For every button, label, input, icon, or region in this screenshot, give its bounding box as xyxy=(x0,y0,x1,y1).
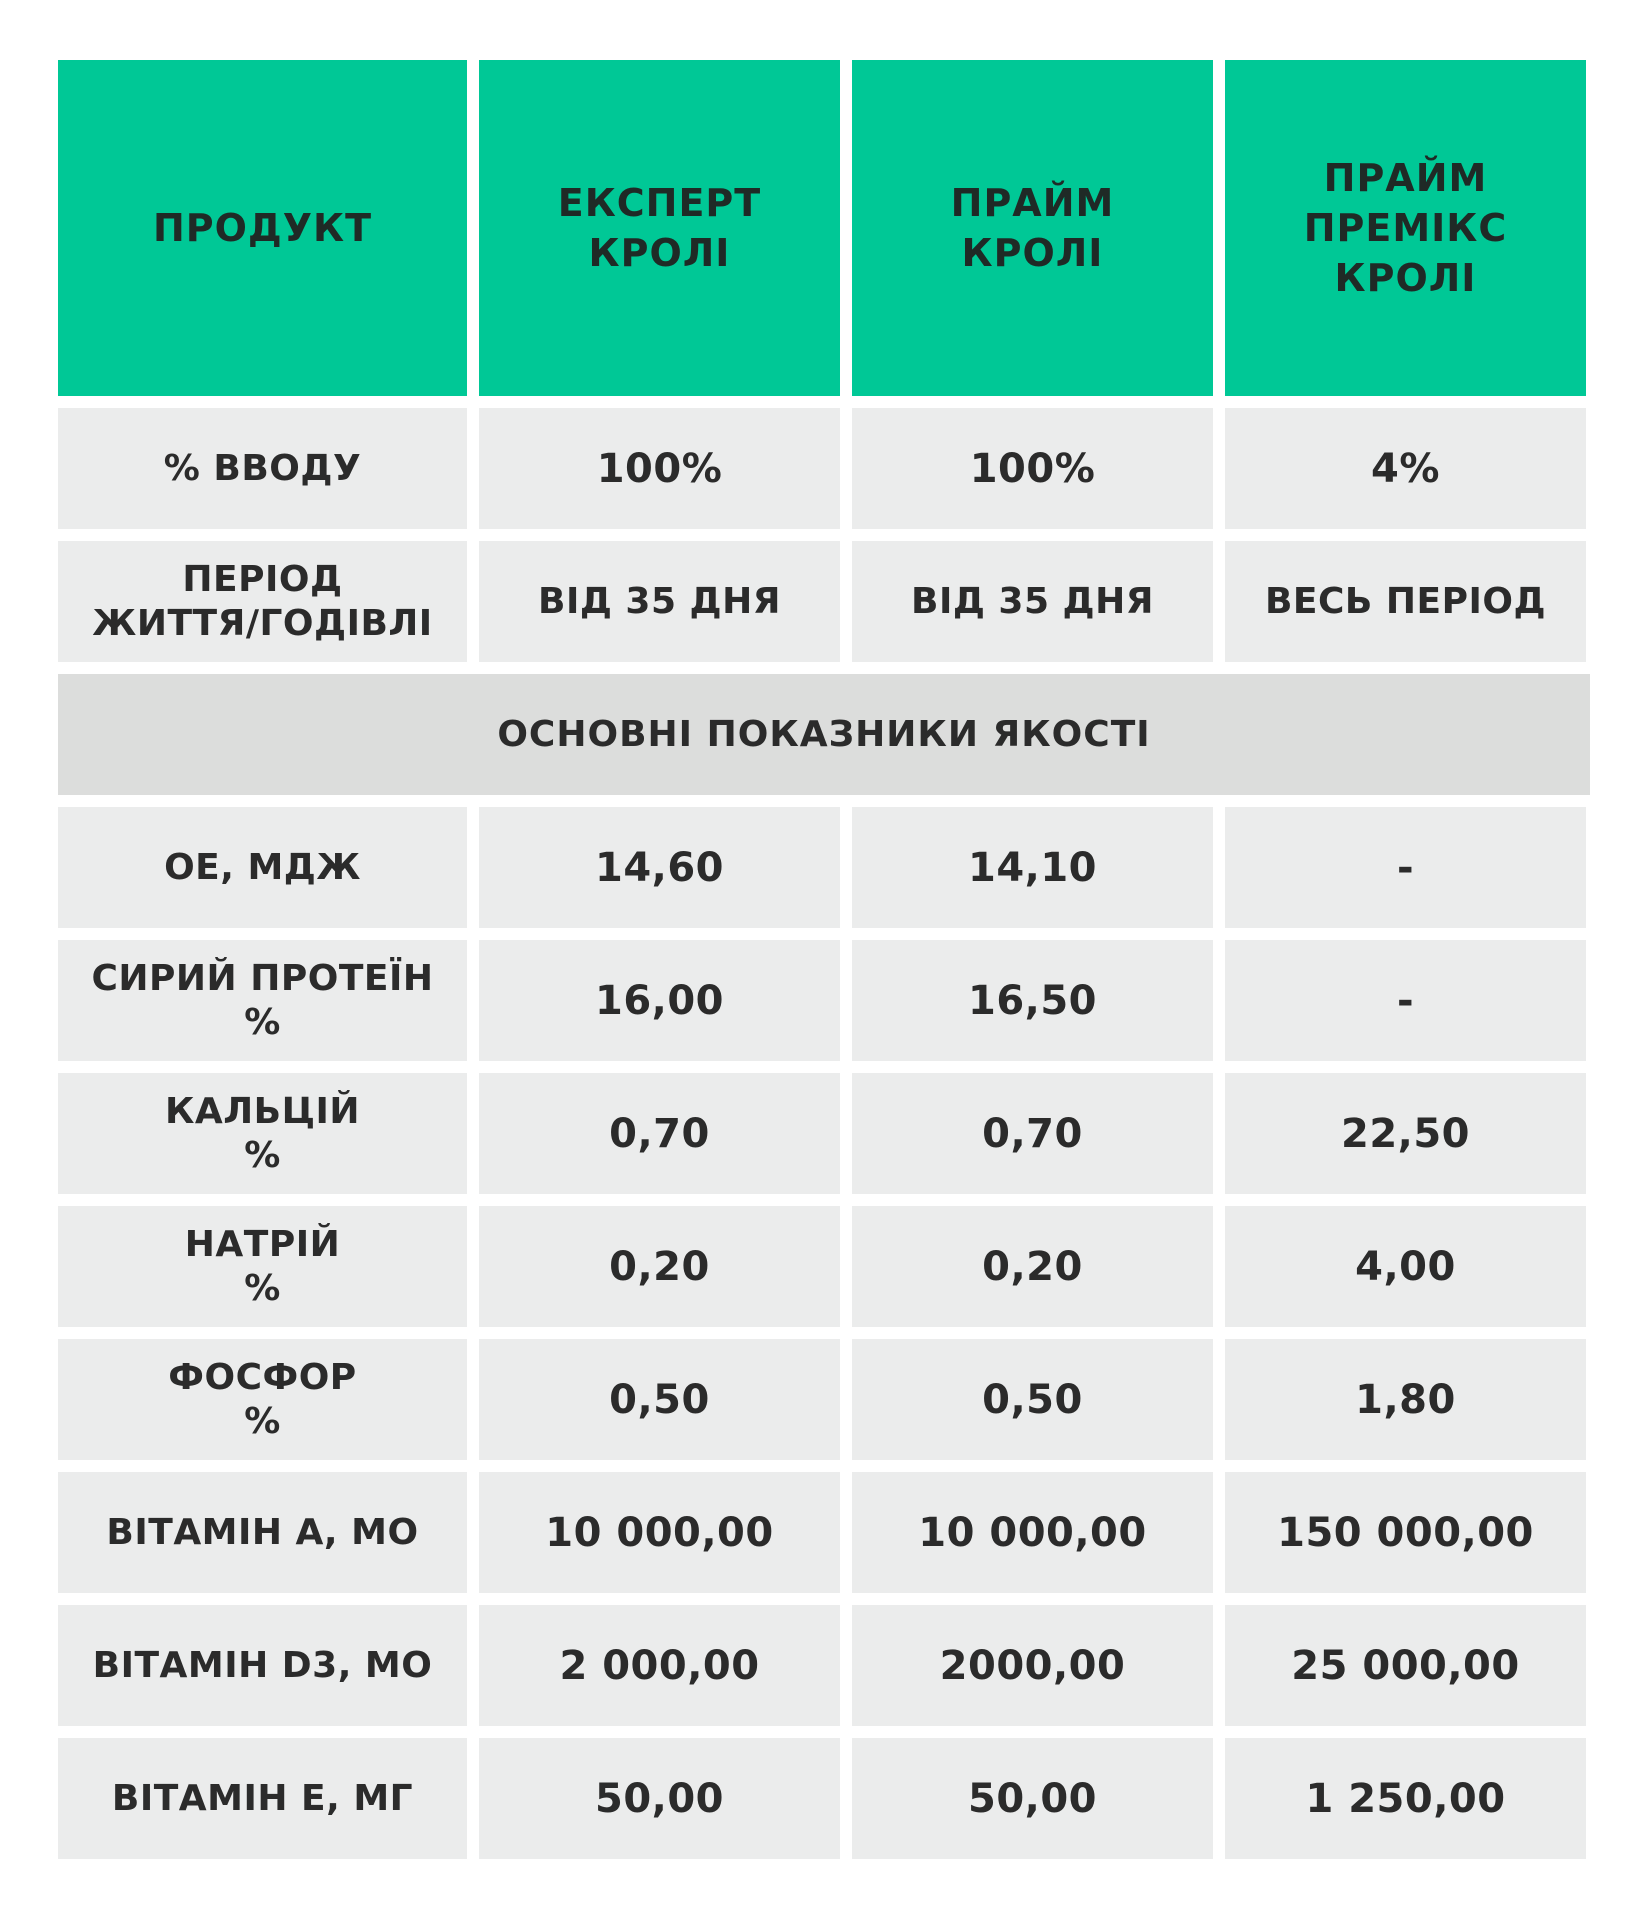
row-value: 14,10 xyxy=(852,807,1213,928)
row-value: 1 250,00 xyxy=(1225,1738,1586,1859)
row-label: ВІТАМІН D3, МО xyxy=(58,1605,467,1726)
table-row-sodium xyxy=(58,1206,1590,1327)
row-value: 0,50 xyxy=(852,1339,1213,1460)
row-value: 100% xyxy=(852,408,1213,529)
row-label: ВІТАМІН Е, МГ xyxy=(58,1738,467,1859)
row-value: 2 000,00 xyxy=(479,1605,840,1726)
row-value: 0,70 xyxy=(852,1073,1213,1194)
row-value: - xyxy=(1225,807,1586,928)
row-value: 0,50 xyxy=(479,1339,840,1460)
row-value: 25 000,00 xyxy=(1225,1605,1586,1726)
row-value: 0,20 xyxy=(852,1206,1213,1327)
section-header-row xyxy=(58,674,1590,795)
row-label: ПЕРІОД ЖИТТЯ/ГОДІВЛІ xyxy=(58,541,467,662)
row-value: 4,00 xyxy=(1225,1206,1586,1327)
row-value: 10 000,00 xyxy=(479,1472,840,1593)
table-row-vitamin-d3 xyxy=(58,1605,1590,1726)
row-value: 10 000,00 xyxy=(852,1472,1213,1593)
row-value: - xyxy=(1225,940,1586,1061)
row-value: 4% xyxy=(1225,408,1586,529)
row-label: ВІТАМІН А, МО xyxy=(58,1472,467,1593)
row-value: 2000,00 xyxy=(852,1605,1213,1726)
product-comparison-table xyxy=(58,60,1590,1871)
header-expert-rabbits: ЕКСПЕРТ КРОЛІ xyxy=(479,60,840,396)
row-label: СИРИЙ ПРОТЕЇН % xyxy=(58,940,467,1061)
row-value: 1,80 xyxy=(1225,1339,1586,1460)
row-label: КАЛЬЦІЙ % xyxy=(58,1073,467,1194)
table-header-row xyxy=(58,60,1590,396)
header-prime-premix-rabbits: ПРАЙМ ПРЕМІКС КРОЛІ xyxy=(1225,60,1586,396)
row-value: 0,20 xyxy=(479,1206,840,1327)
table-row-vitamin-a xyxy=(58,1472,1590,1593)
row-value: 14,60 xyxy=(479,807,840,928)
row-value: 50,00 xyxy=(852,1738,1213,1859)
row-value: 0,70 xyxy=(479,1073,840,1194)
section-title: ОСНОВНІ ПОКАЗНИКИ ЯКОСТІ xyxy=(58,674,1590,795)
row-value: 16,00 xyxy=(479,940,840,1061)
row-value: 100% xyxy=(479,408,840,529)
row-value: 150 000,00 xyxy=(1225,1472,1586,1593)
table-row-vitamin-e xyxy=(58,1738,1590,1859)
header-product: ПРОДУКТ xyxy=(58,60,467,396)
row-value: 50,00 xyxy=(479,1738,840,1859)
table-row-calcium xyxy=(58,1073,1590,1194)
row-value: ВІД 35 ДНЯ xyxy=(479,541,840,662)
header-prime-rabbits: ПРАЙМ КРОЛІ xyxy=(852,60,1213,396)
row-value: ВЕСЬ ПЕРІОД xyxy=(1225,541,1586,662)
row-label: ФОСФОР % xyxy=(58,1339,467,1460)
table-row-input-percent xyxy=(58,408,1590,529)
row-label: ОЕ, МДЖ xyxy=(58,807,467,928)
table-row-phosphorus xyxy=(58,1339,1590,1460)
row-value: ВІД 35 ДНЯ xyxy=(852,541,1213,662)
row-label: НАТРІЙ % xyxy=(58,1206,467,1327)
table-row-protein xyxy=(58,940,1590,1061)
row-value: 22,50 xyxy=(1225,1073,1586,1194)
table-row-feeding-period xyxy=(58,541,1590,662)
row-value: 16,50 xyxy=(852,940,1213,1061)
table-row-energy xyxy=(58,807,1590,928)
row-label: % ВВОДУ xyxy=(58,408,467,529)
